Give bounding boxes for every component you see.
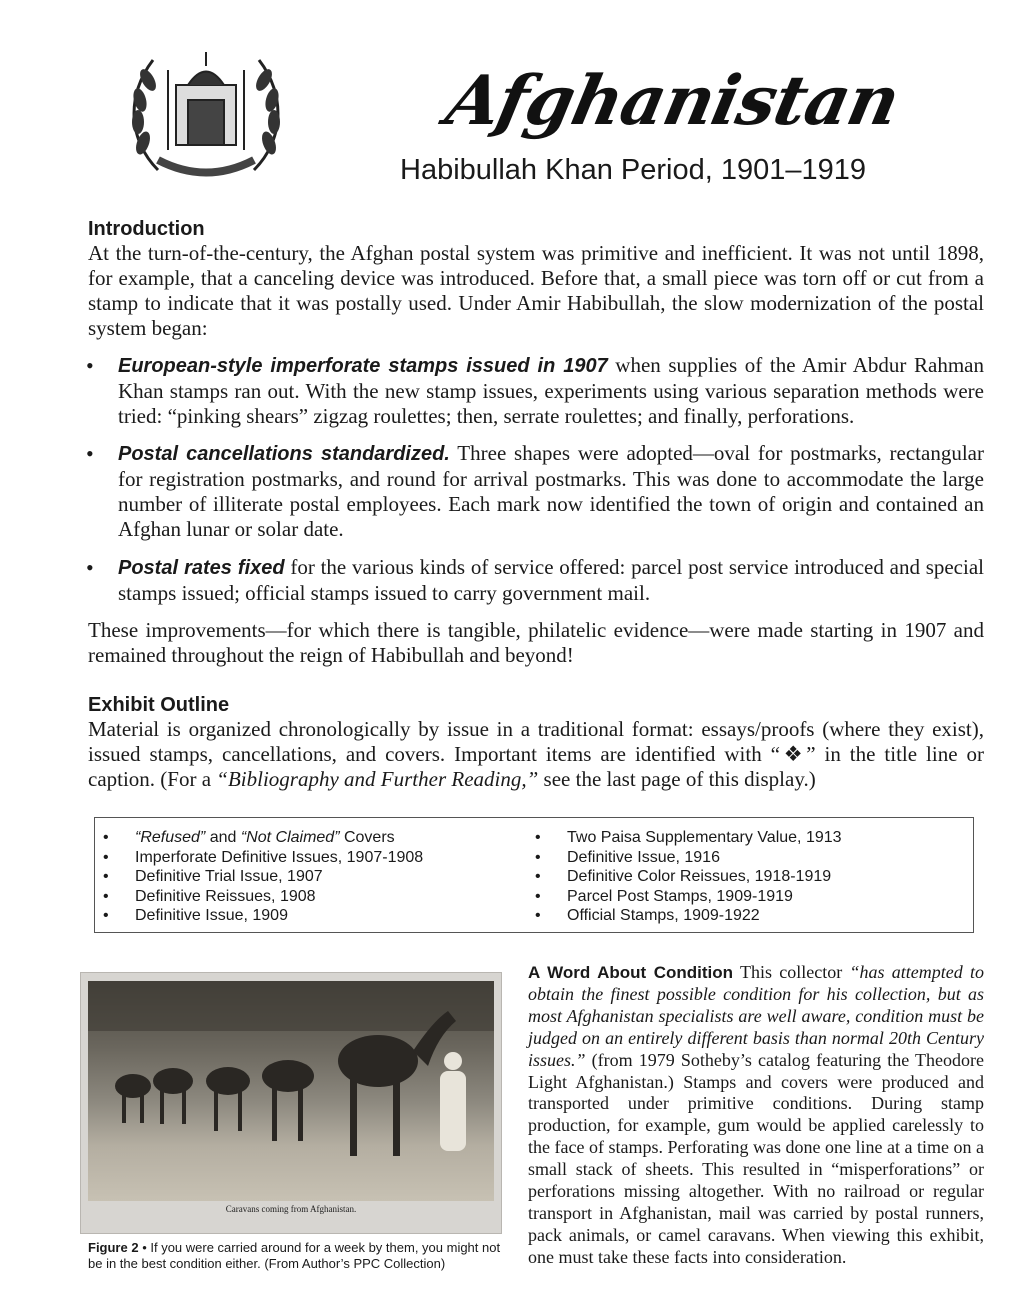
- list-item: • Official Stamps, 1909-1922: [535, 907, 760, 925]
- list-item: [86, 555, 986, 607]
- exhibit-contents-box: [94, 817, 974, 933]
- exhibit-outline-heading: Exhibit Outline: [88, 694, 230, 716]
- camel-icon: [88, 981, 494, 1201]
- bullet-lead: Postal cancellations standardized.: [118, 443, 450, 465]
- list-item: • Definitive Trial Issue, 1907: [103, 868, 323, 886]
- bullet-lead: Postal rates fixed: [118, 557, 285, 579]
- coat-of-arms-emblem: [118, 40, 294, 190]
- list-item: • Definitive Reissues, 1908: [103, 887, 316, 905]
- introduction-paragraph: At the turn-of-the-century, the Afghan postal system was primitive and inefficient. It was not until 1898, for example, that a canceling device was introduced. Before that, a small piece was torn off or cut from a stamp to indicate that it was postally used. Under Amir Habibullah, the slow modernization of the postal system began:: [88, 241, 984, 340]
- bullet-text: when supplies of the Amir Abdur Rahman Khan stamps ran out. With the new stamp issues, experiments using various separation methods were tried: “pinking shears” zigzag roulettes; then, serrate roulettes; and finally, perforations.: [118, 353, 984, 428]
- list-item: • Definitive Issue, 1916: [535, 848, 720, 866]
- bullet-lead: European-style imperforate stamps issued in 1907: [118, 355, 608, 377]
- camel-caravan-photo: [88, 981, 494, 1201]
- page-title: Afghanistan: [439, 61, 906, 141]
- photo-caption: Caravans coming from Afghanistan.: [225, 1204, 357, 1214]
- bullet-icon: •: [86, 555, 94, 580]
- bullet-icon: •: [86, 353, 94, 378]
- list-item: • Two Paisa Supplementary Value, 1913: [535, 829, 842, 846]
- figure-caption: Figure 2 • If you were carried around for a week by them, you might not be in the best condition either. (From Author’s PPC Collection): [88, 1240, 501, 1271]
- contents-right-column: [535, 828, 955, 926]
- list-item: • “Refused” and “Not Claimed” Covers: [103, 829, 395, 846]
- list-item: • Definitive Color Reissues, 1918-1919: [535, 868, 832, 886]
- bullet-text: Three shapes were adopted—oval for postmarks, rectangular for registration postmarks, and round for arrival postmarks. This was done to accommodate the large number of illiterate postal employees. Each mark now identified the town of origin and contained an Afghan lunar or solar date.: [118, 441, 984, 541]
- bullet-icon: •: [86, 441, 94, 466]
- list-item: [86, 353, 986, 429]
- list-item: [86, 441, 986, 543]
- contents-left-column: [103, 828, 523, 926]
- closing-paragraph: These improvements—for which there is tangible, philatelic evidence—were made starting in 1907 and remained throughout the reign of Habibullah and beyond!: [88, 618, 984, 667]
- afghan-coat-of-arms-icon: [118, 40, 294, 190]
- condition-paragraph: A Word About Condition This collector “has attempted to obtain the finest possible condition for his collection, but as most Afghanistan specialists are well aware, condition must be judged on an entirely different basis than normal 20th Century issues.” (from 1979 Sotheby’s catalog featuring the Theodore Light Afghanistan.) Stamps and covers were produced and transported under primitive conditions. During stamp production, for example, gum would be applied carelessly to the face of stamps. Perforating was done one line at a time on a small stack of sheets. This resulted in “misperforations” or perforations missing altogether. With no railroad or regular transport in Afghanistan, mail was carried by postal runners, pack animals, or camel caravans. When viewing this exhibit, one must take these facts into consideration.: [528, 962, 985, 1267]
- list-item: • Imperforate Definitive Issues, 1907-1908: [103, 848, 424, 866]
- page-subtitle: Habibullah Khan Period, 1901–1919: [400, 154, 866, 186]
- list-item: • Parcel Post Stamps, 1909-1919: [535, 887, 793, 905]
- introduction-heading: Introduction: [88, 218, 205, 240]
- exhibit-outline-paragraph: Material is organized chronologically by issue in a traditional format: essays/proofs (where they exist), issued stamps, cancellations, and covers. Important items are identified with “❖” in the title line or caption. (For a “Bibliography and Further Reading,” see the last page of this display.): [88, 717, 984, 791]
- bullet-text: for the various kinds of service offered: parcel post service introduced and special stamps issued; official stamps issued to carry government mail.: [118, 555, 984, 605]
- caravan-photo-frame: [80, 972, 502, 1234]
- list-item: • Definitive Issue, 1909: [103, 907, 288, 925]
